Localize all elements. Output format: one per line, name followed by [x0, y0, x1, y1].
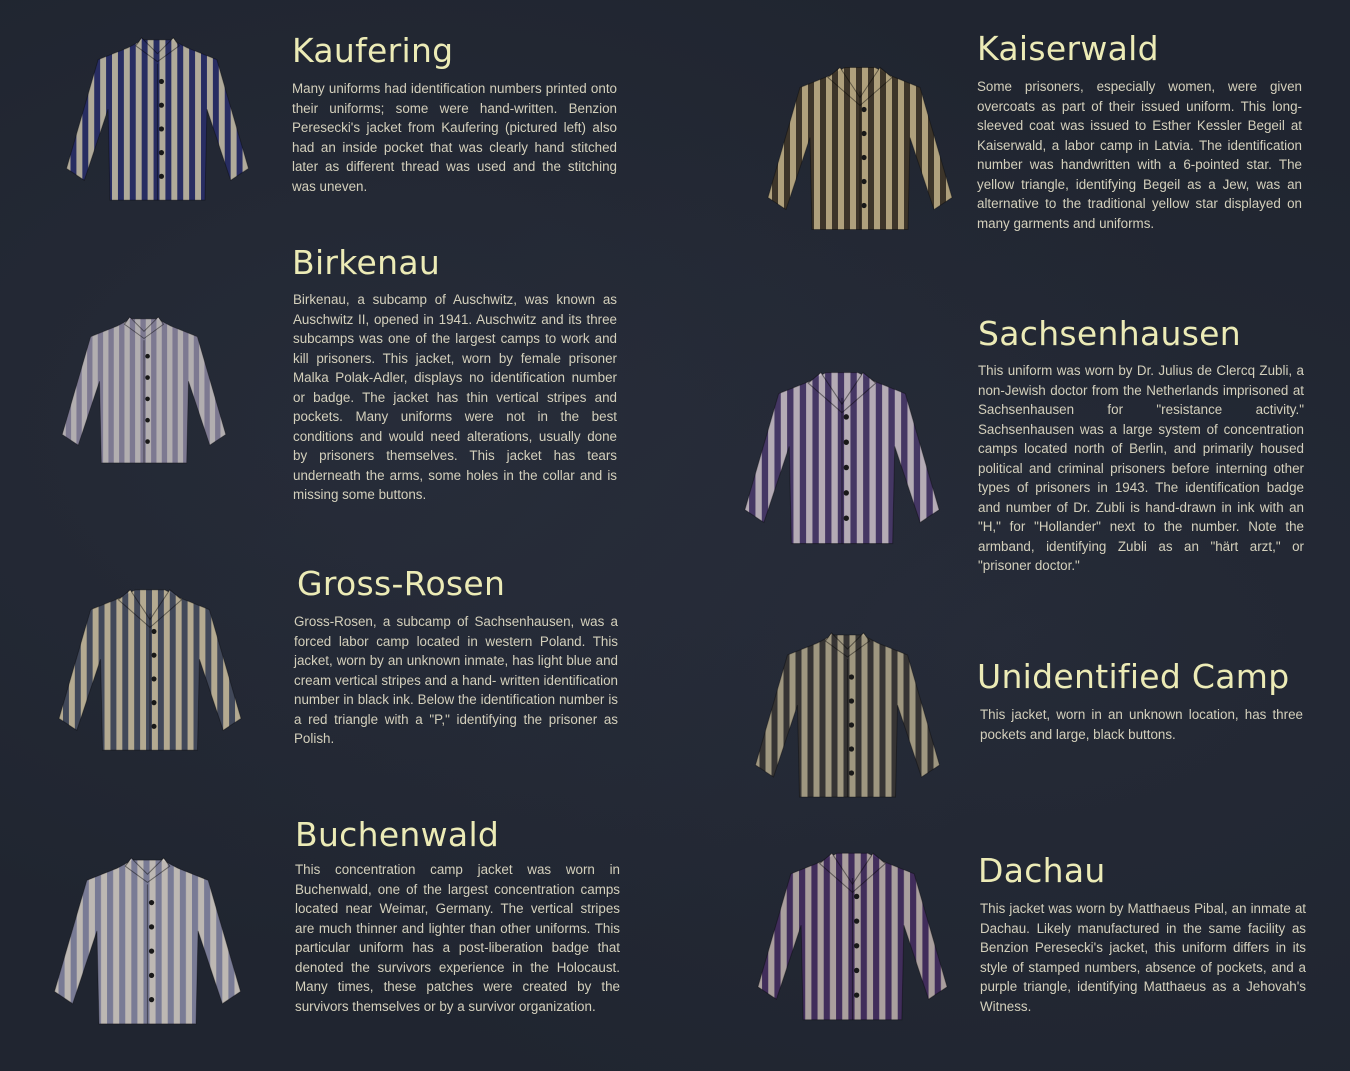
kaufering-jacket-photo [40, 30, 275, 208]
entry-title: Gross-Rosen [297, 564, 506, 603]
entry-title: Buchenwald [295, 815, 500, 854]
entry-description: This concentration camp jacket was worn in Buchenwald, one of the largest concentration camps located near Weimar, Germany. The vertical stripes are much thinner and lighter than other uniforms. This particular uniform has a post-liberation badge that denoted the survivors experience in the Holocaust. Many times, these patches were created by the survivors themselves or by a survivor organization. [295, 862, 620, 1014]
dachau-jacket-photo [740, 843, 965, 1028]
entry-title: Dachau [978, 851, 1106, 890]
unidentified-camp-jacket-photo [730, 625, 965, 805]
entry-description: This jacket, worn in an unknown location, has three pockets and large, black buttons. [980, 707, 1303, 742]
kaiserwald-coat-photo [760, 30, 960, 265]
entry-description: Gross-Rosen, a subcamp of Sachsenhausen, was a forced labor camp located in western Poland. This jacket, worn by an unknown inmate, has light blue and cream vertical stripes and a hand- written identification number in black ink. Below the identification number is a red triangle with a "P," identifying the prisoner as Polish. [294, 614, 618, 746]
sachsenhausen-jacket-photo [722, 362, 962, 552]
gross-rosen-jacket-photo [25, 580, 275, 758]
entry-title: Kaufering [292, 31, 454, 70]
entry-title: Birkenau [292, 243, 441, 282]
entry-description: Some prisoners, especially women, were given overcoats as part of their issued uniform. This long-sleeved coat was issued to Esther Kessler Begeil at Kaiserwald, a labor camp in Latvia. The identification number was handwritten with a 6-pointed star. The yellow triangle, identifying Begeil as a Jew, was an alternative to the traditional yellow star displayed on many garments and uniforms. [977, 79, 1302, 231]
entry-description: Many uniforms had identification numbers printed onto their uniforms; some were hand-written. Benzion Peresecki's jacket from Kaufering (pictured left) also had an inside pocket that was clearly hand stitched later as different thread was used and the stitching was uneven. [292, 81, 617, 194]
birkenau-jacket-photo [14, 310, 274, 470]
buchenwald-jacket-photo [20, 850, 275, 1032]
entry-description: This uniform was worn by Dr. Julius de Clercq Zubli, a non-Jewish doctor from the Netherlands imprisoned at Sachsenhausen for "resistance activity." Sachsenhausen was a large system of concentration camps located north of Berlin, and primarily housed political and criminal prisoners before interning other types of prisoners in 1943. The identification badge and number of Dr. Zubli is hand-drawn in ink with an "H," for "Hollander" next to the number. Note the armband, identifying Zubli as an "härt arzt," or "prisoner doctor." [978, 363, 1304, 573]
entry-title: Sachsenhausen [978, 314, 1242, 353]
entry-description: This jacket was worn by Matthaeus Pibal, an inmate at Dachau. Likely manufactured in the same facility as Benzion Peresecki's jacket, this uniform differs in its style of stamped numbers, absence of pockets, and a purple triangle, identifying Matthaeus as a Jehovah's Witness. [980, 901, 1306, 1014]
entry-title: Kaiserwald [977, 29, 1159, 68]
entry-description: Birkenau, a subcamp of Auschwitz, was known as Auschwitz II, opened in 1941. Auschwitz and its three subcamps was one of the largest camps to work and kill prisoners. This jacket, worn by female prisoner Malka Polak-Adler, displays no identification number or badge. The jacket has thin vertical stripes and pockets. Many uniforms were not in the best conditions and would need alterations, usually done by prisoners themselves. This jacket has tears underneath the arms, some holes in the collar and is missing some buttons. [293, 292, 617, 502]
entry-title: Unidentified Camp [977, 657, 1290, 696]
